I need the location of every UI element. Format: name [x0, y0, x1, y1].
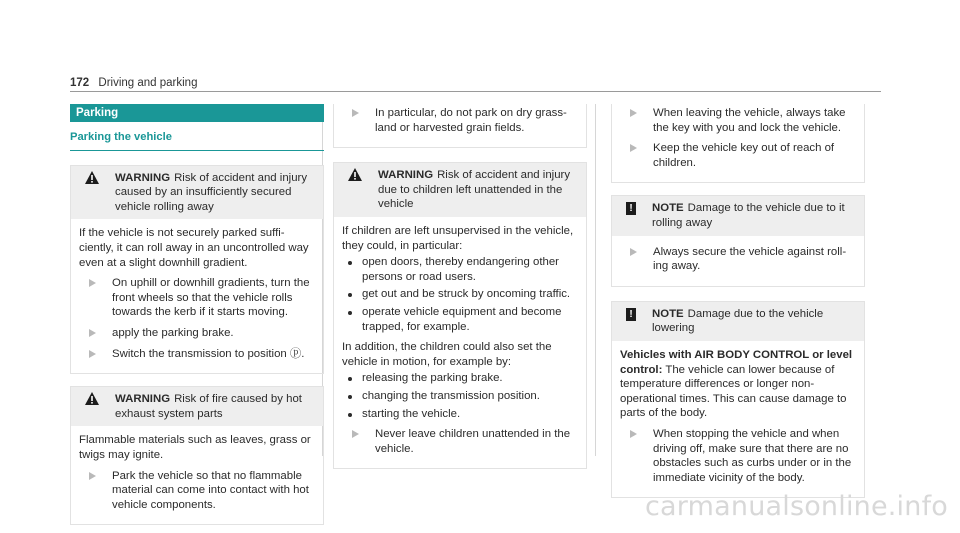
step-arrow-icon	[89, 350, 96, 358]
column-2	[333, 104, 587, 469]
instruction-step: When stopping the vehicle and when driving off, make sure that there are no obstacles such as curbs under or in the immediate vicinity of the body.	[620, 427, 856, 485]
bullet-list	[342, 255, 578, 334]
note-bold-lead: Vehicles with AIR BODY CONTROL or level control:	[620, 348, 853, 376]
list-item: open doors, thereby endangering other persons or road users.	[342, 255, 578, 284]
warning-text: In addition, the children could also set the vehicle in motion, for example by:	[342, 341, 552, 368]
warning-triangle-icon	[85, 392, 99, 405]
instruction-step: Park the vehicle so that no flammable material can come into contact with hot vehicle components.	[79, 469, 315, 513]
warning-body	[71, 426, 323, 524]
page-header	[70, 76, 197, 91]
subsection-title: Parking the vehicle	[70, 130, 324, 151]
warning-body	[71, 219, 323, 373]
warning-body	[334, 104, 586, 147]
instruction-step: Switch the transmission to position ⓟ.	[79, 347, 315, 362]
step-arrow-icon	[630, 109, 637, 117]
step-arrow-icon	[89, 472, 96, 480]
note-title: Damage to the vehicle due to it rolling away	[652, 202, 845, 229]
note-header	[612, 302, 864, 341]
column-1	[70, 104, 324, 525]
note-label: NOTE	[652, 202, 684, 215]
note-box	[611, 195, 865, 286]
note-body	[612, 236, 864, 286]
step-arrow-icon	[89, 279, 96, 287]
list-item: changing the transmission position.	[342, 389, 578, 404]
list-item: releasing the parking brake.	[342, 371, 578, 386]
warning-header	[334, 163, 586, 217]
bullet-list	[342, 371, 578, 421]
note-header	[612, 196, 864, 235]
step-arrow-icon	[630, 144, 637, 152]
note-body	[612, 341, 864, 497]
instruction-step: apply the parking brake.	[79, 326, 315, 341]
step-arrow-icon	[89, 329, 96, 337]
warning-label: WARNING	[378, 169, 434, 182]
warning-continuation	[611, 104, 865, 183]
step-arrow-icon	[630, 430, 637, 438]
note-title: Damage due to the vehicle lowering	[652, 307, 824, 335]
warning-label: WARNING	[115, 393, 171, 406]
exclamation-icon: !	[626, 308, 636, 321]
warning-body	[334, 217, 586, 468]
warning-title: Risk of accident and injury caused by an insufficiently secured vehicle rolling away	[115, 171, 308, 213]
list-item: get out and be struck by oncoming traffic.	[342, 287, 578, 302]
warning-text: If the vehicle is not securely parked sufficiently, it can roll away in an uncontrolled way even at a slight downhill gradient.	[79, 227, 309, 269]
exclamation-icon: !	[626, 202, 636, 215]
step-arrow-icon	[352, 109, 359, 117]
instruction-step: In particular, do not park on dry grassland or harvested grain fields.	[342, 106, 578, 135]
warning-text: Flammable materials such as leaves, grass or twigs may ignite.	[79, 434, 311, 461]
warning-title: Risk of fire caused by hot exhaust system parts	[115, 393, 302, 420]
warning-box	[70, 165, 324, 375]
warning-triangle-icon	[348, 168, 362, 181]
note-box	[611, 301, 865, 499]
page-number: 172	[70, 77, 90, 89]
warning-header	[71, 387, 323, 426]
list-item: starting the vehicle.	[342, 407, 578, 422]
warning-title: Risk of accident and injury due to children left unattended in the vehicle	[378, 169, 571, 211]
column-3	[611, 104, 865, 498]
chapter-title: Driving and parking	[98, 77, 198, 89]
step-arrow-icon	[630, 248, 637, 256]
warning-continuation	[333, 104, 587, 148]
instruction-step: Always secure the vehicle against rolling away.	[620, 245, 856, 274]
instruction-step: Keep the vehicle key out of reach of children.	[620, 141, 856, 170]
watermark: carmanualsonline.info	[645, 491, 948, 522]
note-label: NOTE	[652, 307, 684, 320]
instruction-step: On uphill or downhill gradients, turn the front wheels so that the vehicle rolls towards the kerb if it starts moving.	[79, 276, 315, 320]
warning-triangle-icon	[85, 171, 99, 184]
step-arrow-icon	[352, 430, 359, 438]
warning-body	[612, 104, 864, 182]
column-divider	[595, 104, 596, 456]
instruction-step: When leaving the vehicle, always take the key with you and lock the vehicle.	[620, 106, 856, 135]
warning-box	[70, 386, 324, 525]
warning-header	[71, 166, 323, 220]
instruction-step: Never leave children unattended in the vehicle.	[342, 427, 578, 456]
note-text: Vehicles with AIR BODY CONTROL or level control: The vehicle can lower because of temperature differences or longer non-operational times. This can cause damage to parts of the body.	[620, 348, 853, 420]
list-item: operate vehicle equipment and become trapped, for example.	[342, 305, 578, 334]
warning-label: WARNING	[115, 171, 171, 184]
warning-text: If children are left unsupervised in the vehicle, they could, in particular:	[342, 224, 574, 252]
warning-box	[333, 162, 587, 469]
section-title: Parking	[70, 104, 324, 122]
header-divider	[70, 91, 881, 92]
